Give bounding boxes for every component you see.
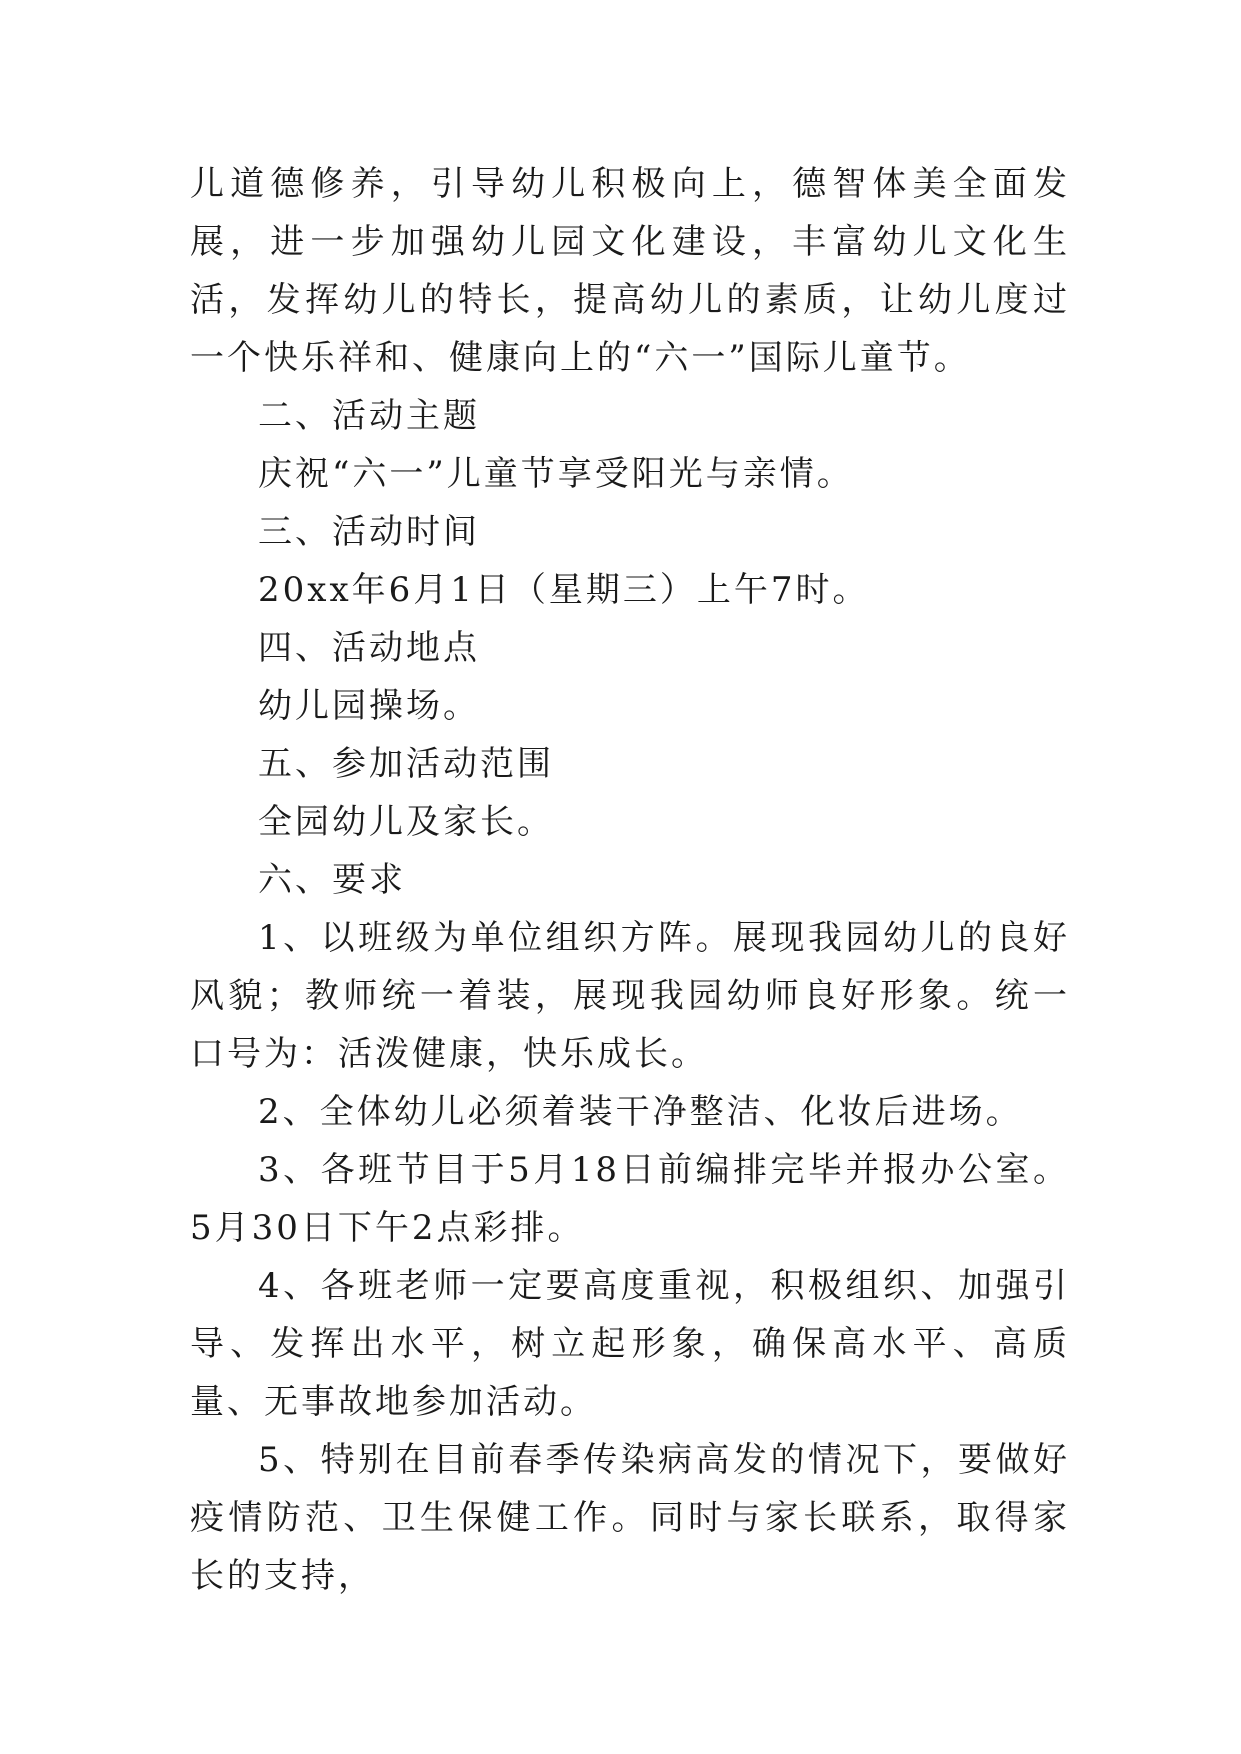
- paragraph-participants: 全园幼儿及家长。: [258, 802, 554, 842]
- requirement-item-1: 1、以班级为单位组织方阵。展现我园幼儿的良好风貌；教师统一着装，展现我园幼师良好形象。统一口号为：活泼健康，快乐成长。: [190, 918, 1070, 1074]
- heading-participants: 五、参加活动范围: [258, 744, 554, 784]
- paragraph-activity-theme: 庆祝“六一”儿童节享受阳光与亲情。: [258, 454, 854, 494]
- document-body: [190, 155, 1070, 1605]
- requirement-item-2: 2、全体幼儿必须着装干净整洁、化妆后进场。: [258, 1092, 1023, 1132]
- requirement-item-3: 3、各班节目于5月18日前编排完毕并报办公室。5月30日下午2点彩排。: [190, 1150, 1070, 1248]
- requirement-item-5: 5、特别在目前春季传染病高发的情况下，要做好疫情防范、卫生保健工作。同时与家长联系，取得家长的支持，: [190, 1440, 1070, 1596]
- heading-activity-location: 四、活动地点: [258, 628, 480, 668]
- paragraph-activity-location: 幼儿园操场。: [258, 686, 480, 726]
- paragraph-activity-time: 20xx年6月1日（星期三）上午7时。: [258, 570, 870, 610]
- paragraph-intro-continued: 儿道德修养，引导幼儿积极向上，德智体美全面发展，进一步加强幼儿园文化建设，丰富幼儿文化生活，发挥幼儿的特长，提高幼儿的素质，让幼儿度过一个快乐祥和、健康向上的“六一”国际儿童节。: [190, 164, 1070, 378]
- heading-requirements: 六、要求: [258, 860, 406, 900]
- requirement-item-4: 4、各班老师一定要高度重视，积极组织、加强引导、发挥出水平，树立起形象，确保高水平、高质量、无事故地参加活动。: [190, 1266, 1070, 1422]
- heading-activity-time: 三、活动时间: [258, 512, 480, 552]
- heading-activity-theme: 二、活动主题: [258, 396, 480, 436]
